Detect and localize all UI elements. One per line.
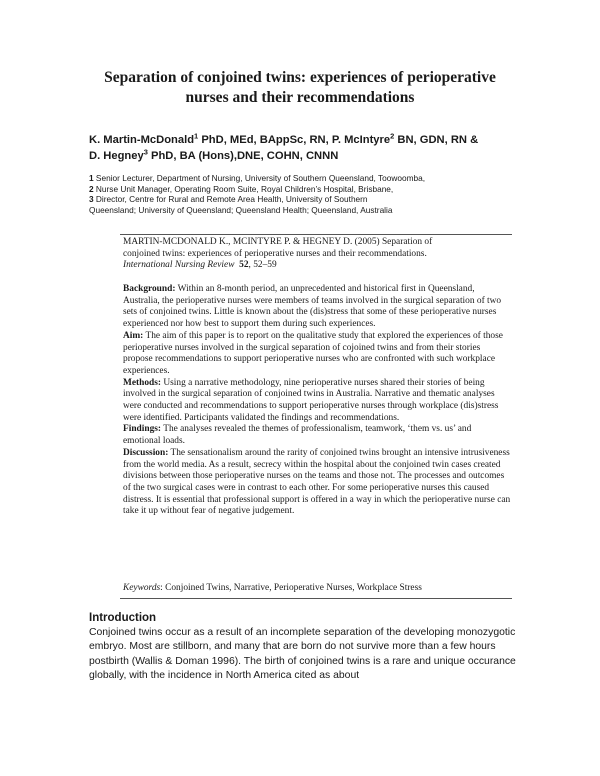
abstract xyxy=(123,284,511,518)
citation-title: conjoined twins: experiences of perioperative nurses and their recommendations. xyxy=(123,248,427,259)
citation-source xyxy=(123,260,511,272)
abstract-findings: Findings: The analyses revealed the themes of professionalism, teamwork, ‘them vs. us’ and emotional loads. xyxy=(123,424,472,447)
abstract-background: Background: Within an 8-month period, an unprecedented and historical first in Queensland, Australia, the perioperative nurses were members of teams involved in the surgical separation of two sets of conjoined twins. Little is known about the (dis)stress that some of these perioperative nurses experienced nor how best to support them during such experiences. xyxy=(123,284,502,330)
citation-authors: MARTIN-MCDONALD K., MCINTYRE P. & HEGNEY D. (2005) Separation of xyxy=(123,237,433,247)
author-3-affil-mark: 3 xyxy=(143,147,148,157)
author-3-name: D. Hegney xyxy=(89,150,144,162)
section-heading-introduction: Introduction xyxy=(89,612,157,624)
affiliation-line: 2 Nurse Unit Manager, Operating Room Suite, Royal Children’s Hospital, Brisbane, xyxy=(89,183,394,194)
abstract-bottom-rule xyxy=(120,598,512,599)
author-list xyxy=(89,132,529,164)
citation-journal: International Nursing Review xyxy=(123,260,235,270)
author-1-affil-mark: 1 xyxy=(194,131,199,141)
abstract-methods: Methods: Using a narrative methodology, nine perioperative nurses shared their stories of being involved in the surgical separation of conjoined twins in Australia. Narrative and thematic analyses were conducted and recommendations to support perioperative nurses through workplace (dis)stress were identified. Participants validated the findings and recommendations. xyxy=(123,377,499,423)
affiliation-line: Queensland; University of Queensland; Queensland Health; Queensland, Australia xyxy=(89,204,393,215)
citation-pages: , 52–59 xyxy=(248,260,277,270)
citation-volume: 52 xyxy=(239,260,249,270)
author-2-affil-mark: 2 xyxy=(390,131,395,141)
keywords xyxy=(123,583,511,595)
keywords-label: Keywords xyxy=(123,583,161,593)
title-line-1: Separation of conjoined twins: experiences of perioperative xyxy=(104,69,496,86)
abstract-top-rule xyxy=(120,234,512,235)
affiliation-line: 3 Director, Centre for Rural and Remote Area Health, University of Southern xyxy=(89,194,368,204)
introduction-paragraph: Conjoined twins occur as a result of an incomplete separation of the developing monozygotic embryo. Most are stillborn, and many that are born do not survive more than a few hours postbirth (Wallis & Doman 1996). The birth of conjoined twins is a rare and unique occurance globally, with the incidence in North America cited as about xyxy=(89,627,516,682)
abstract-aim: Aim: The aim of this paper is to report on the qualitative study that explored the experiences of those perioperative nurses involved in the surgical separation of cojoined twins and from their stories propose recommendations to support perioperative nurses who are confronted with such workplace experiences. xyxy=(123,330,503,376)
author-3-degrees: PhD, BA (Hons),DNE, COHN, CNNN xyxy=(147,150,339,162)
author-1-degrees: PhD, MEd, BAppSc, RN, P. McIntyre xyxy=(198,134,391,146)
keywords-list: : Conjoined Twins, Narrative, Perioperative Nurses, Workplace Stress xyxy=(160,583,422,593)
author-1-name: K. Martin-McDonald xyxy=(89,134,195,146)
affiliation-line: 1 Senior Lecturer, Department of Nursing, University of Southern Queensland, Toowoomba, xyxy=(89,173,426,183)
affiliations xyxy=(89,173,529,215)
abstract-discussion: Discussion: The sensationalism around the rarity of conjoined twins brought an intensive intrusiveness from the world media. As a result, secrecy within the hospital about the conjoined twin cases created divisions between those perioperative nurses on the teams and those not. The processes and outcomes of the two surgical cases were in contrast to each other. For some perioperative nurses this caused distress. It is essential that professional support is offered in a way in which the perioperative nurse can take it up without fear of negative judgement. xyxy=(123,447,511,517)
author-2-degrees: BN, GDN, RN & xyxy=(394,134,479,146)
citation-block xyxy=(123,237,511,272)
paper-title xyxy=(60,68,540,108)
title-line-2: nurses and their recommendations xyxy=(185,89,415,106)
